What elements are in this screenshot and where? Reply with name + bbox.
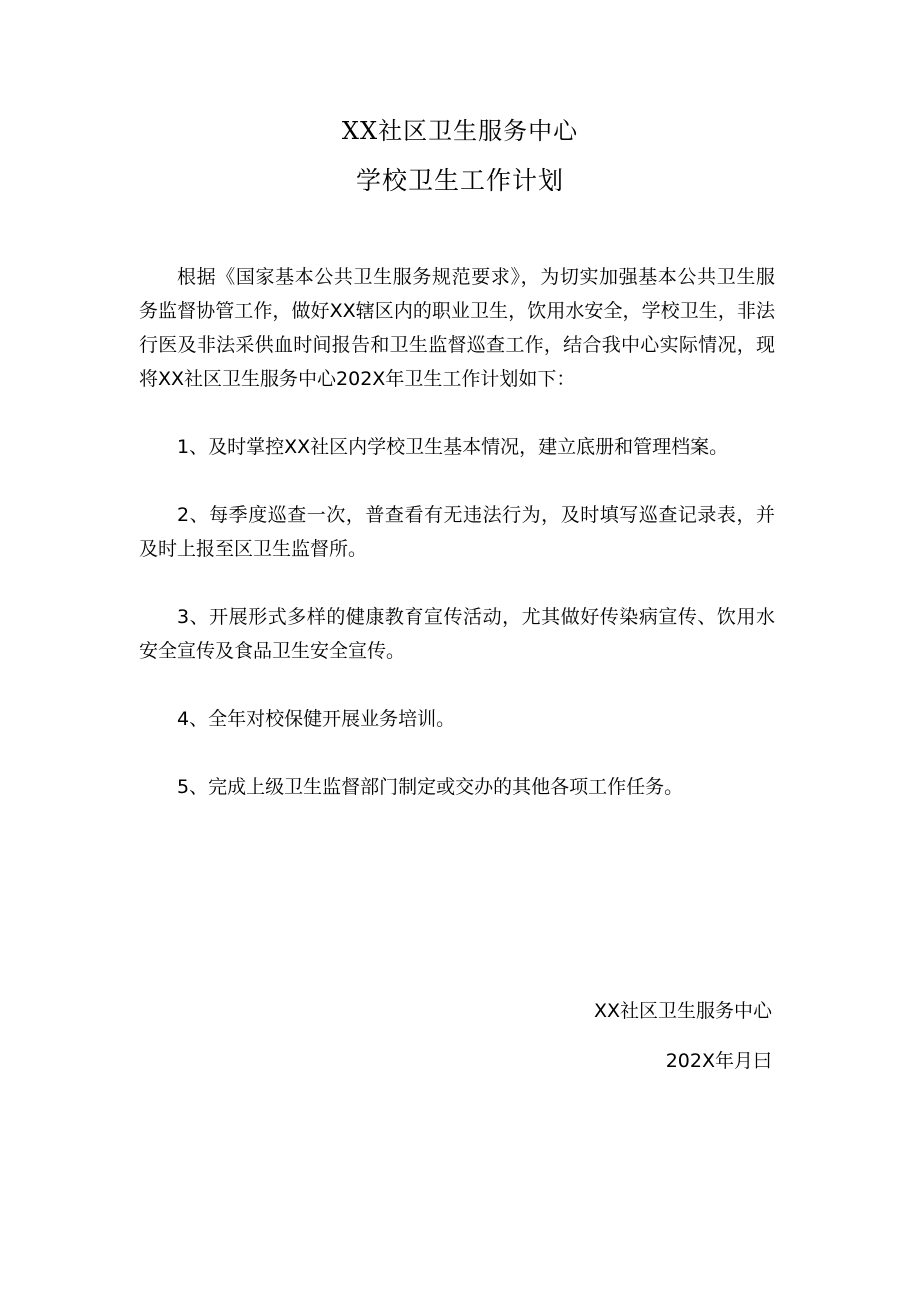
plan-item-2: 2、每季度巡查一次，普查看有无违法行为，及时填写巡查记录表，并及时上报至区卫生监督所。: [139, 504, 775, 560]
plan-item-3: 3、开展形式多样的健康教育宣传活动，尤其做好传染病宣传、饮用水安全宣传及食品卫生安全宣传。: [139, 606, 775, 662]
signature-org: XX社区卫生服务中心: [593, 1000, 772, 1022]
plan-item-5: 5、完成上级卫生监督部门制定或交办的其他各项工作任务。: [177, 776, 684, 798]
signature-date: 202X年月曰: [665, 1050, 772, 1072]
document-body: [139, 260, 775, 804]
intro-paragraph: 根据《国家基本公共卫生服务规范要求》，为切实加强基本公共卫生服务监督协管工作，做好XX辖区内的职业卫生，饮用水安全，学校卫生，非法行医及非法采供血时间报告和卫生监督巡查工作，结合我中心实际情况，现将XX社区卫生服务中心202X年卫生工作计划如下：: [139, 266, 775, 390]
plan-item-1: 1、及时掌控XX社区内学校卫生基本情况，建立底册和管理档案。: [177, 436, 729, 458]
document-title-plan: 学校卫生工作计划: [355, 166, 564, 195]
document-title-org: XX社区卫生服务中心: [341, 117, 579, 145]
plan-item-4: 4、全年对校保健开展业务培训。: [177, 708, 456, 730]
